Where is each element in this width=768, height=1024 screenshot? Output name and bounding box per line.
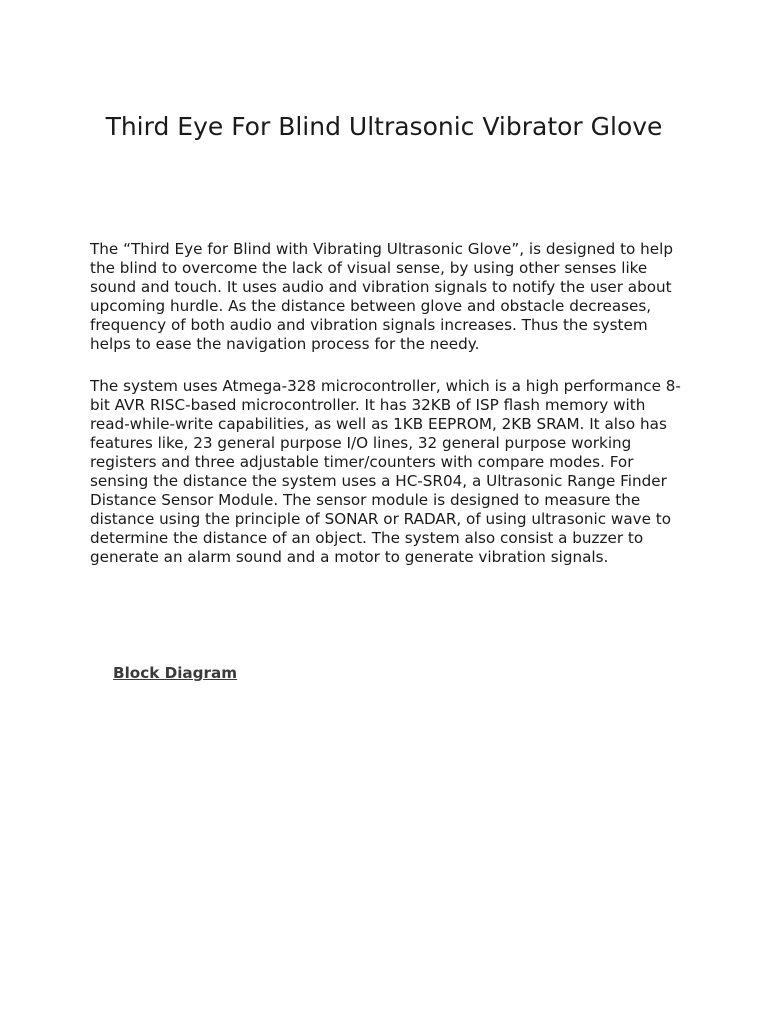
block-diagram-heading: Block Diagram	[113, 664, 238, 682]
intro-paragraph: The “Third Eye for Blind with Vibrating Ultrasonic Glove”, is designed to help the blind to overcome the lack of visual sense, by using other senses like sound and touch. It uses audio and vibration signals to notify the user about upcoming hurdle. As the distance between glove and obstacle decreases, frequency of both audio and vibration signals increases. Thus the system helps to ease the navigation process for the needy.	[90, 240, 673, 353]
system-description-paragraph: The system uses Atmega-328 microcontroller, which is a high performance 8-bit AVR RISC-based microcontroller. It has 32KB of ISP flash memory with read-while-write capabilities, as well as 1KB EEPROM, 2KB SRAM. It also has features like, 23 general purpose I/O lines, 32 general purpose working registers and three adjustable timer/counters with compare modes. For sensing the distance the system uses a HC-SR04, a Ultrasonic Range Finder Distance Sensor Module. The sensor module is designed to measure the distance using the principle of SONAR or RADAR, of using ultrasonic wave to determine the distance of an object. The system also consist a buzzer to generate an alarm sound and a motor to generate vibration signals.	[90, 377, 681, 566]
document-title: Third Eye For Blind Ultrasonic Vibrator Glove	[105, 112, 663, 141]
